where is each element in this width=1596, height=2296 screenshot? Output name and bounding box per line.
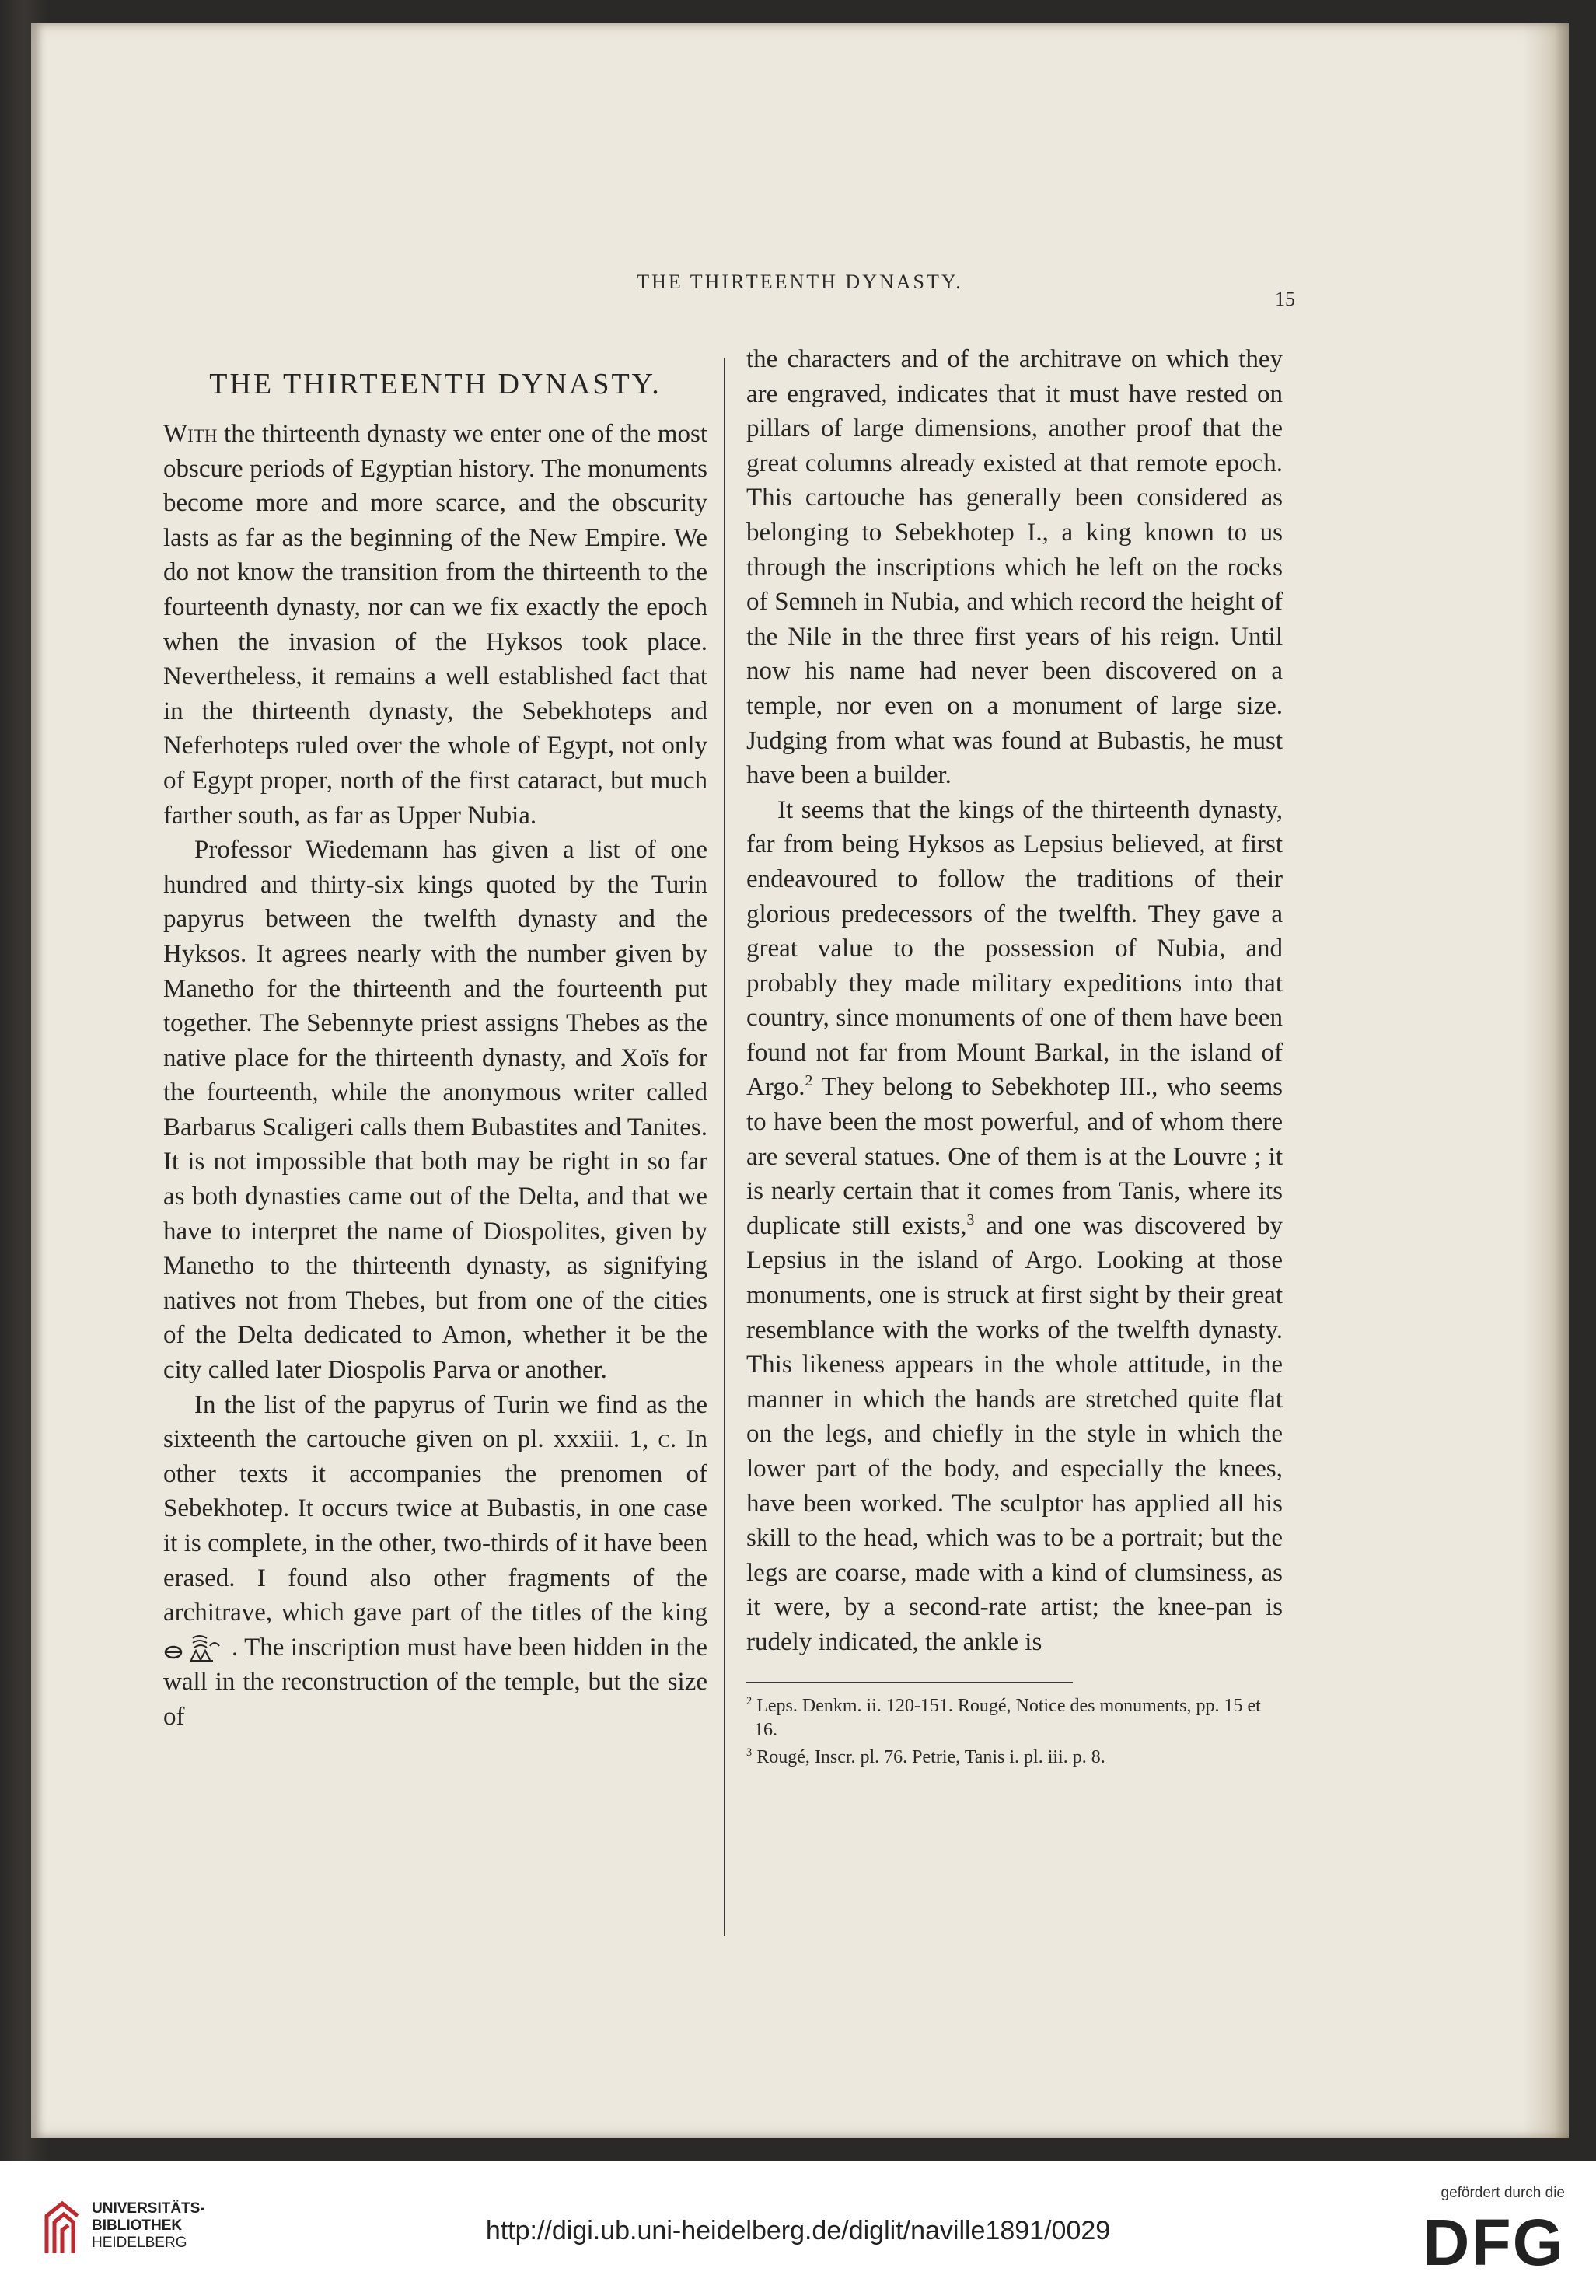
paragraph-lead: With (163, 420, 218, 448)
paragraph-text: It seems that the kings of the thirteenth dynasty, far from being Hyksos as Lepsius believed, at first endeavoured to follow the traditions of their glorious predecessors of the twelfth. They gave a great value to the possession of Nubia, and probably they made military expeditions into that country, since monuments of one of them have been found not far from Mount Barkal, in the island of Argo. (746, 795, 1283, 1102)
book-page (31, 23, 1569, 2138)
paragraph-1 (163, 417, 707, 833)
column-rule (724, 358, 725, 1936)
paragraph-text: In other texts it accompanies the prenomen of Sebekhotep. It occurs twice at Bubastis, in one case it is complete, in the other, two-thirds of it have been erased. I found also other fragments of the architrave, which gave part of the titles of the king (163, 1425, 707, 1627)
footnotes (746, 1694, 1283, 1770)
dfg-logo: DFG (1422, 2206, 1565, 2279)
library-name: UNIVERSITÄTS- BIBLIOTHEK HEIDELBERG (92, 2200, 205, 2251)
source-url-link[interactable]: http://digi.ub.uni-heidelberg.de/diglit/naville1891/0029 (485, 2216, 1111, 2245)
footer-bar (0, 2161, 1596, 2296)
left-column (163, 365, 707, 1735)
running-head: THE THIRTEENTH DYNASTY. (637, 271, 963, 293)
footnote-rule (746, 1682, 1073, 1683)
footnote-mark: 3 (966, 1211, 975, 1228)
paragraph-text: In the list of the papyrus of Turin we find as the sixteenth the cartouche given on pl. xxxiii. (163, 1390, 707, 1454)
paragraph-text: the thirteenth dynasty we enter one of the most obscure periods of Egyptian history. The monuments become more and more scarce, and the obscurity lasts as far as the beginning of the New Empire. We do not know the transition from the thirteenth to the fourteenth dynasty, nor can we fix exactly the epoch when the invasion of the Hyksos took place. Nevertheless, it remains a well established fact that in the thirteenth dynasty, the Sebekhoteps and Neferhoteps ruled over the whole of Egypt, not only of Egypt proper, north of the first cataract, but much farther south, as far as Upper Nubia. (163, 420, 707, 830)
hieroglyph-title-icon (163, 1632, 232, 1663)
right-column (746, 342, 1283, 1773)
page-number: 15 (1275, 288, 1295, 310)
funded-by-label: gefördert durch die (1441, 2185, 1565, 2201)
plate-reference: 1, c. (629, 1425, 677, 1454)
paragraph-3 (163, 1388, 707, 1735)
paragraph-2: Professor Wiedemann has given a list of one hundred and thirty-six kings quoted by the Turin papyrus between the twelfth dynasty and the Hyksos. It agrees nearly with the number given by Manetho for the thirteenth and the fourteenth put together. The Sebennyte priest assigns Thebes as the native place for the thirteenth dynasty, and Xoïs for the fourteenth, while the anonymous writer called Barbarus Scaligeri calls them Bubastites and Tanites. It is not impossible that both may be right in so far as both dynasties came out of the Delta, and that we have to interpret the name of Diospolites, given by Manetho to the thirteenth dynasty, as signifying natives not from Thebes, but from one of the cities of the Delta dedicated to Amon, whether it be the city called later Diospolis Parva or another. (163, 836, 707, 1385)
footnote-mark: 2 (805, 1072, 813, 1090)
paragraph-5 (746, 793, 1283, 1660)
paragraph-text: and one was discovered by Lepsius in the island of Argo. Looking at those monuments, one is struck at first sight by their great resemblance with the works of the twelfth dynasty. This likeness appears in the whole attitude, in the manner in which the hands are stretched quite flat on the legs, and chiefly in the style in which the lower part of the body, and especially the knees, have been worked. The sculptor has applied all his skill to the head, which was to be a portrait; but the legs are coarse, made with a kind of clumsiness, as it were, by a second-rate artist; the knee-pan is rudely indicated, the ankle is (746, 1211, 1283, 1656)
paragraph-text: They belong to Sebekhotep III., who seems to have been the most powerful, and of whom there are several statues. One of them is at the Louvre ; it is nearly certain that it comes from Tanis, where its duplicate still exists, (746, 1073, 1283, 1240)
paragraph-text: . The inscription must have been hidden in the wall in the reconstruction of the temple, but the size of (163, 1633, 707, 1731)
footnote: $^2$ Leps. Denkm. ii. 120-151. Rougé, Notice des monuments, pp. 15 et 16. (746, 1694, 1261, 1740)
paragraph-4: the characters and of the architrave on which they are engraved, indicates that it must have rested on pillars of large dimensions, another proof that the great columns already existed at that remote epoch. This cartouche has generally been considered as belonging to Sebekhotep I., a king known to us through the inscriptions which he left on the rocks of Semneh in Nubia, and which record the height of the Nile in the three first years of his reign. Until now his name had never been discovered on a temple, nor even on a monument of large size. Judging from what was found at Bubastis, he must have been a builder. (746, 345, 1283, 790)
footnote: $^3$ Rougé, Inscr. pl. 76. Petrie, Tanis i. pl. iii. p. 8. (746, 1746, 1105, 1767)
section-heading: THE THIRTEENTH DYNASTY. (209, 368, 662, 400)
